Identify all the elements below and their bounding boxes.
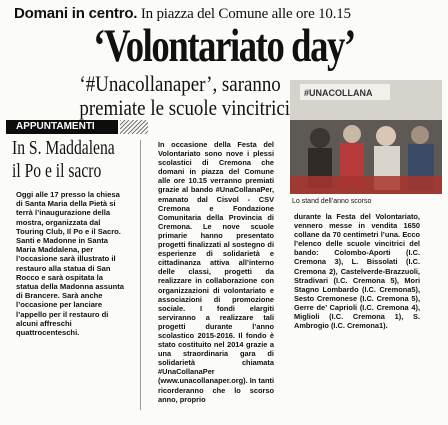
kicker-lead: Domani in centro.: [14, 5, 138, 22]
headline: ‘Volontariato day’: [93, 20, 355, 72]
section-tag-ornament: [120, 120, 148, 134]
volunteer-stand-photo: [290, 80, 442, 194]
section-tag: APPUNTAMENTI: [6, 120, 118, 134]
column-divider: [140, 140, 141, 410]
sidebar-body: Oggi alle 17 presso la chiesa di Santa Maria della Pietà si terrà l’inaugurazione della mostra, organizzata dal Touring Club, Il Po e il Sacro. Santi e Madonne in Santa Maria Maddalena, per l’occasione sarà illustrato il restauro alla statua di San Rocco e sarà ospitata la statua della Madonna assunta di Brancere. Sarà anche l’occasione per lanciare l’appello per il restauro di alcuni affreschi quattrocenteschi.: [16, 190, 125, 338]
subheadline: [79, 71, 291, 120]
sidebar-title-line2: il Po e il sacro: [12, 160, 102, 182]
article-column-2: durante la Festa del Volontariato, vennero messe in vendita 1650 collane da 70 centimetri l’una. Ecco l’elenco delle scuole vincitrici del bando: Colombo-Aporti (I.C. Cremona 3), L. Bissolati (I.C. Cremona 2), Castelverde-Brazzuoli, Stradivari (I.C. Cremona 5), Mori Stagno Lombardo (I.C. Cremona5), Sesto Cremonese (I.C. Cremona 5), Gerre de’ Caprioli (I.C. Cremona 4), Miglioli (I.C. Cremona 1), S. Ambrogio (I.C. Cremona1).: [294, 212, 420, 331]
article-column-1: In occasione della Festa del Volontariato sono nove i plessi scolastici di Cremona che domani in piazza del Comune alle ore 10.15 verranno premiati grazie al bando #UnaCollanaPer, emanato dal Cisvol - CSV Cremona e Fondazione Comunitaria della Provincia di Cremona. Le nove scuole primarie hanno presentato progetti finalizzati al sostegno di esperienze di solidarietà e cittadinanza attiva all’interno delle classi, progetti da realizzare in collaborazione con organizzazioni di volontariato e associazioni di promozione sociale. I fondi elargiti serviranno a realizzare tali progetti durante l’anno scolastico 2015-2016. Il fondo è stato costituito nel 2014 grazie a una straordinaria gara di solidarietà chiamata #UnaCollanaPer (www.unacollanaper.org). In tanti ricorderanno che lo scorso anno, proprio: [158, 140, 274, 404]
subheadline-line1: ‘#Unacollanaper’, saranno: [79, 71, 281, 96]
photo-sign: #UNACOLLANA: [304, 88, 373, 98]
subheadline-line2: premiate le scuole vincitrici: [79, 95, 291, 120]
sidebar-title-line1: In S. Maddalena: [12, 137, 115, 159]
sidebar-title: [12, 137, 121, 183]
kicker-rest: In piazza del Comune alle ore 10.15: [140, 6, 351, 22]
photo-caption: Lo stand dell’anno scorso: [292, 198, 372, 205]
article-photo: [290, 80, 442, 194]
